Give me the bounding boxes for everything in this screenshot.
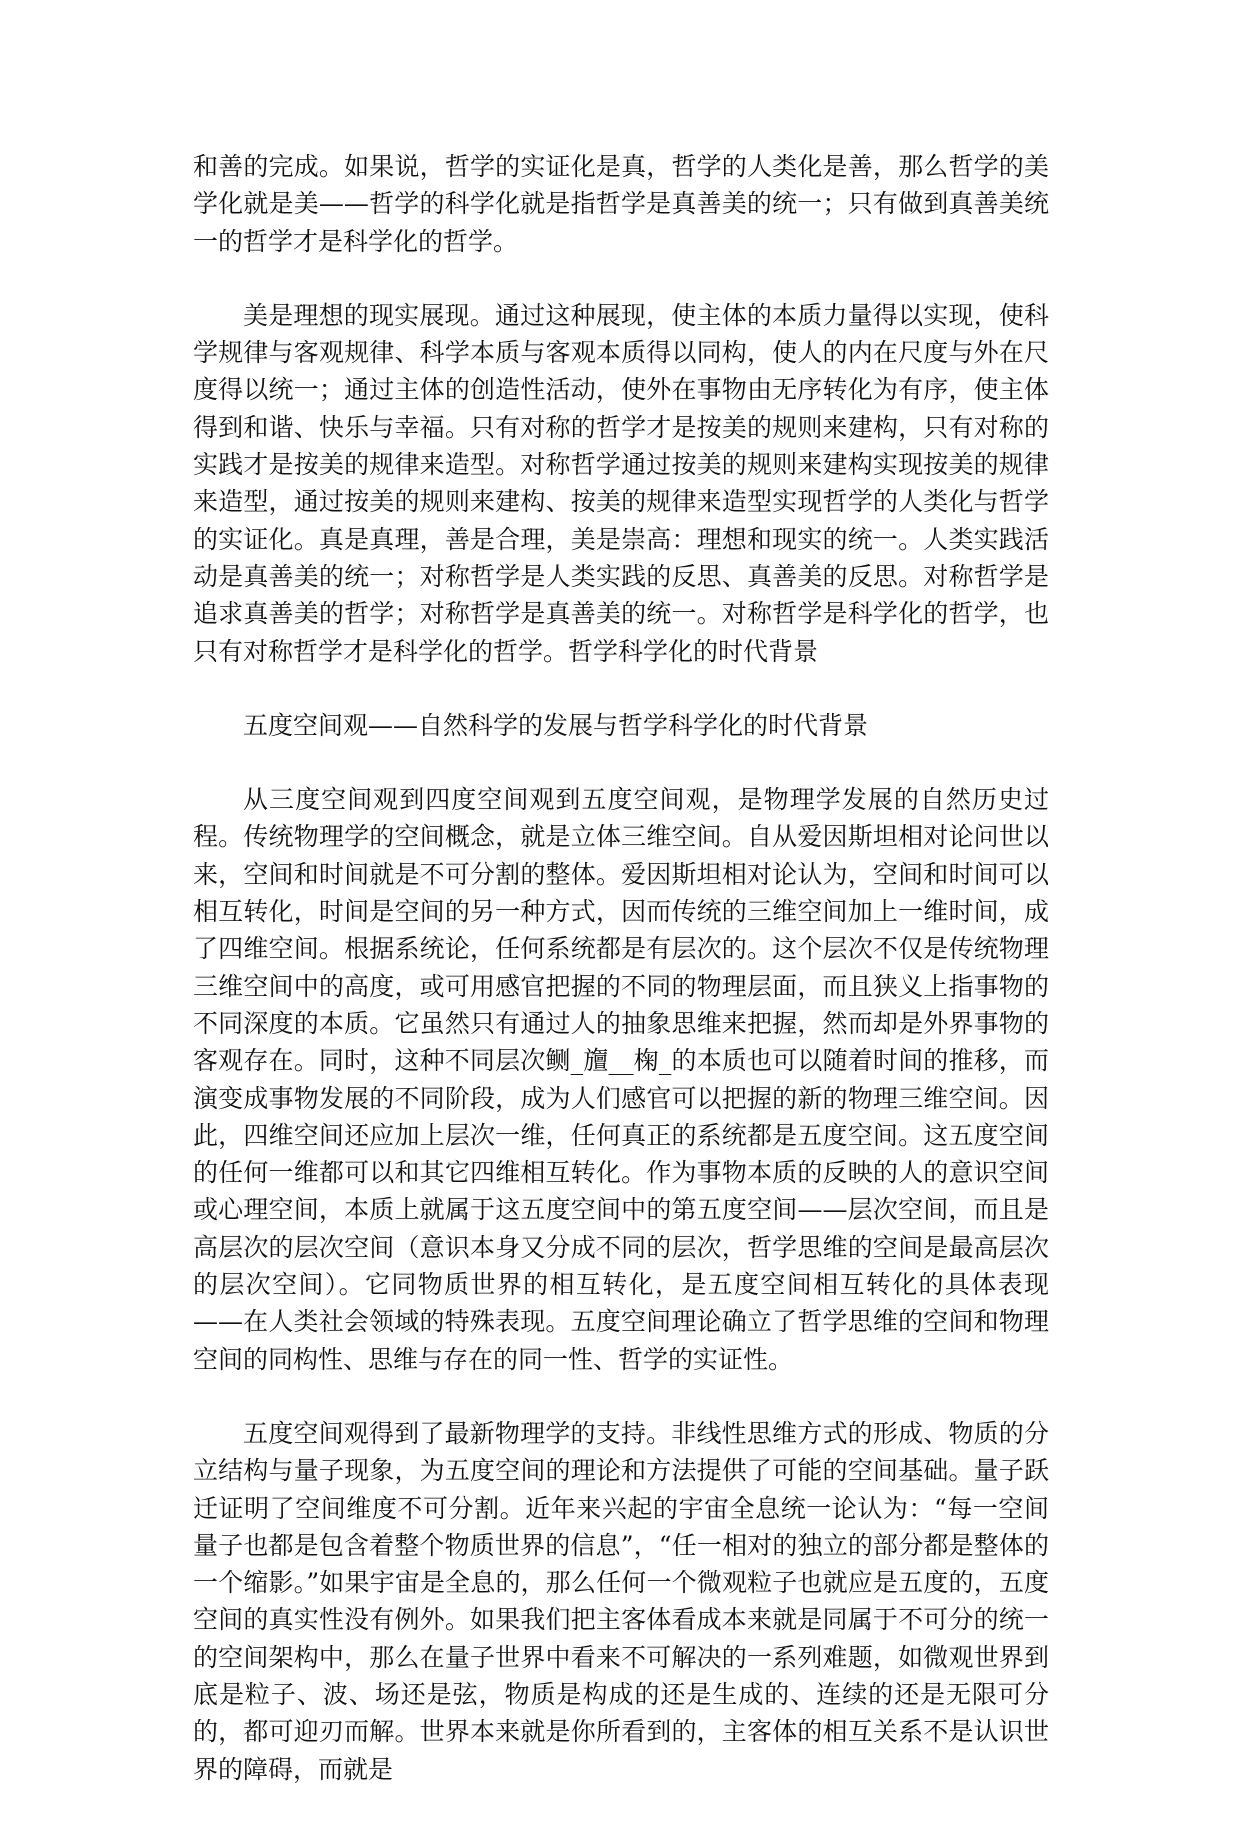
paragraph-1: 和善的完成。如果说，哲学的实证化是真，哲学的人类化是善，那么哲学的美学化就是美——哲学的科学化就是指哲学是真善美的统一；只有做到真善美统一的哲学才是科学化的哲学。 [193, 152, 1049, 256]
paragraph-2: 美是理想的现实展现。通过这种展现，使主体的本质力量得以实现，使科学规律与客观规律、科学本质与客观本质得以同构，使人的内在尺度与外在尺度得以统一；通过主体的创造性活动，使外在事物由无序转化为有序，使主体得到和谐、快乐与幸福。只有对称的哲学才是按美的规则来建构，只有对称的实践才是按美的规律来造型。对称哲学通过按美的规则来建构实现按美的规律来造型，通过按美的规则来建构、按美的规律来造型实现哲学的人类化与哲学的实证化。真是真理，善是合理，美是崇高：理想和现实的统一。人类实践活动是真善美的统一；对称哲学是人类实践的反思、真善美的反思。对称哲学是追求真善美的哲学；对称哲学是真善美的统一。对称哲学是科学化的哲学，也只有对称哲学才是科学化的哲学。哲学科学化的时代背景 [193, 300, 1049, 666]
paragraph-3-heading: 五度空间观——自然科学的发展与哲学科学化的时代背景 [243, 710, 869, 740]
paragraph-4: 从三度空间观到四度空间观到五度空间观，是物理学发展的自然历史过程。传统物理学的空间概念，就是立体三维空间。自从爱因斯坦相对论问世以来，空间和时间就是不可分割的整体。爱因斯坦相对论认为，空间和时间可以相互转化，时间是空间的另一种方式，因而传统的三维空间加上一维时间，成了四维空间。根据系统论，任何系统都是有层次的。这个层次不仅是传统物理三维空间中的高度，或可用感官把握的不同的物理层面，而且狭义上指事物的不同深度的本质。它虽然只有通过人的抽象思维来把握，然而却是外界事物的客观存在。同时，这种不同层次鲗_旜__椈_的本质也可以随着时间的推移，而演变成事物发展的不同阶段，成为人们感官可以把握的新的物理三维空间。因此，四维空间还应加上层次一维，任何真正的系统都是五度空间。这五度空间的任何一维都可以和其它四维相互转化。作为事物本质的反映的人的意识空间或心理空间，本质上就属于这五度空间中的第五度空间——层次空间，而且是高层次的层次空间（意识本身又分成不同的层次，哲学思维的空间是最高层次的层次空间）。它同物质世界的相互转化，是五度空间相互转化的具体表现——在人类社会领域的特殊表现。五度空间理论确立了哲学思维的空间和物理空间的同构性、思维与存在的同一性、哲学的实证性。 [193, 785, 1049, 1374]
document-page [193, 148, 1049, 1825]
paragraph-5: 五度空间观得到了最新物理学的支持。非线性思维方式的形成、物质的分立结构与量子现象，为五度空间的理论和方法提供了可能的空间基础。量子跃迁证明了空间维度不可分割。近年来兴起的宇宙全息统一论认为：“每一空间量子也都是包含着整个物质世界的信息”，“任一相对的独立的部分都是整体的一个缩影。”如果宇宙是全息的，那么任何一个微观粒子也就应是五度的，五度空间的真实性没有例外。如果我们把主客体看成本来就是同属于不可分的统一的空间架构中，那么在量子世界中看来不可解决的一系列难题，如微观世界到底是粒子、波、场还是弦，物质是构成的还是生成的、连续的还是无限可分的，都可迎刃而解。世界本来就是你所看到的，主客体的相互关系不是认识世界的障碍，而就是 [193, 1418, 1049, 1784]
